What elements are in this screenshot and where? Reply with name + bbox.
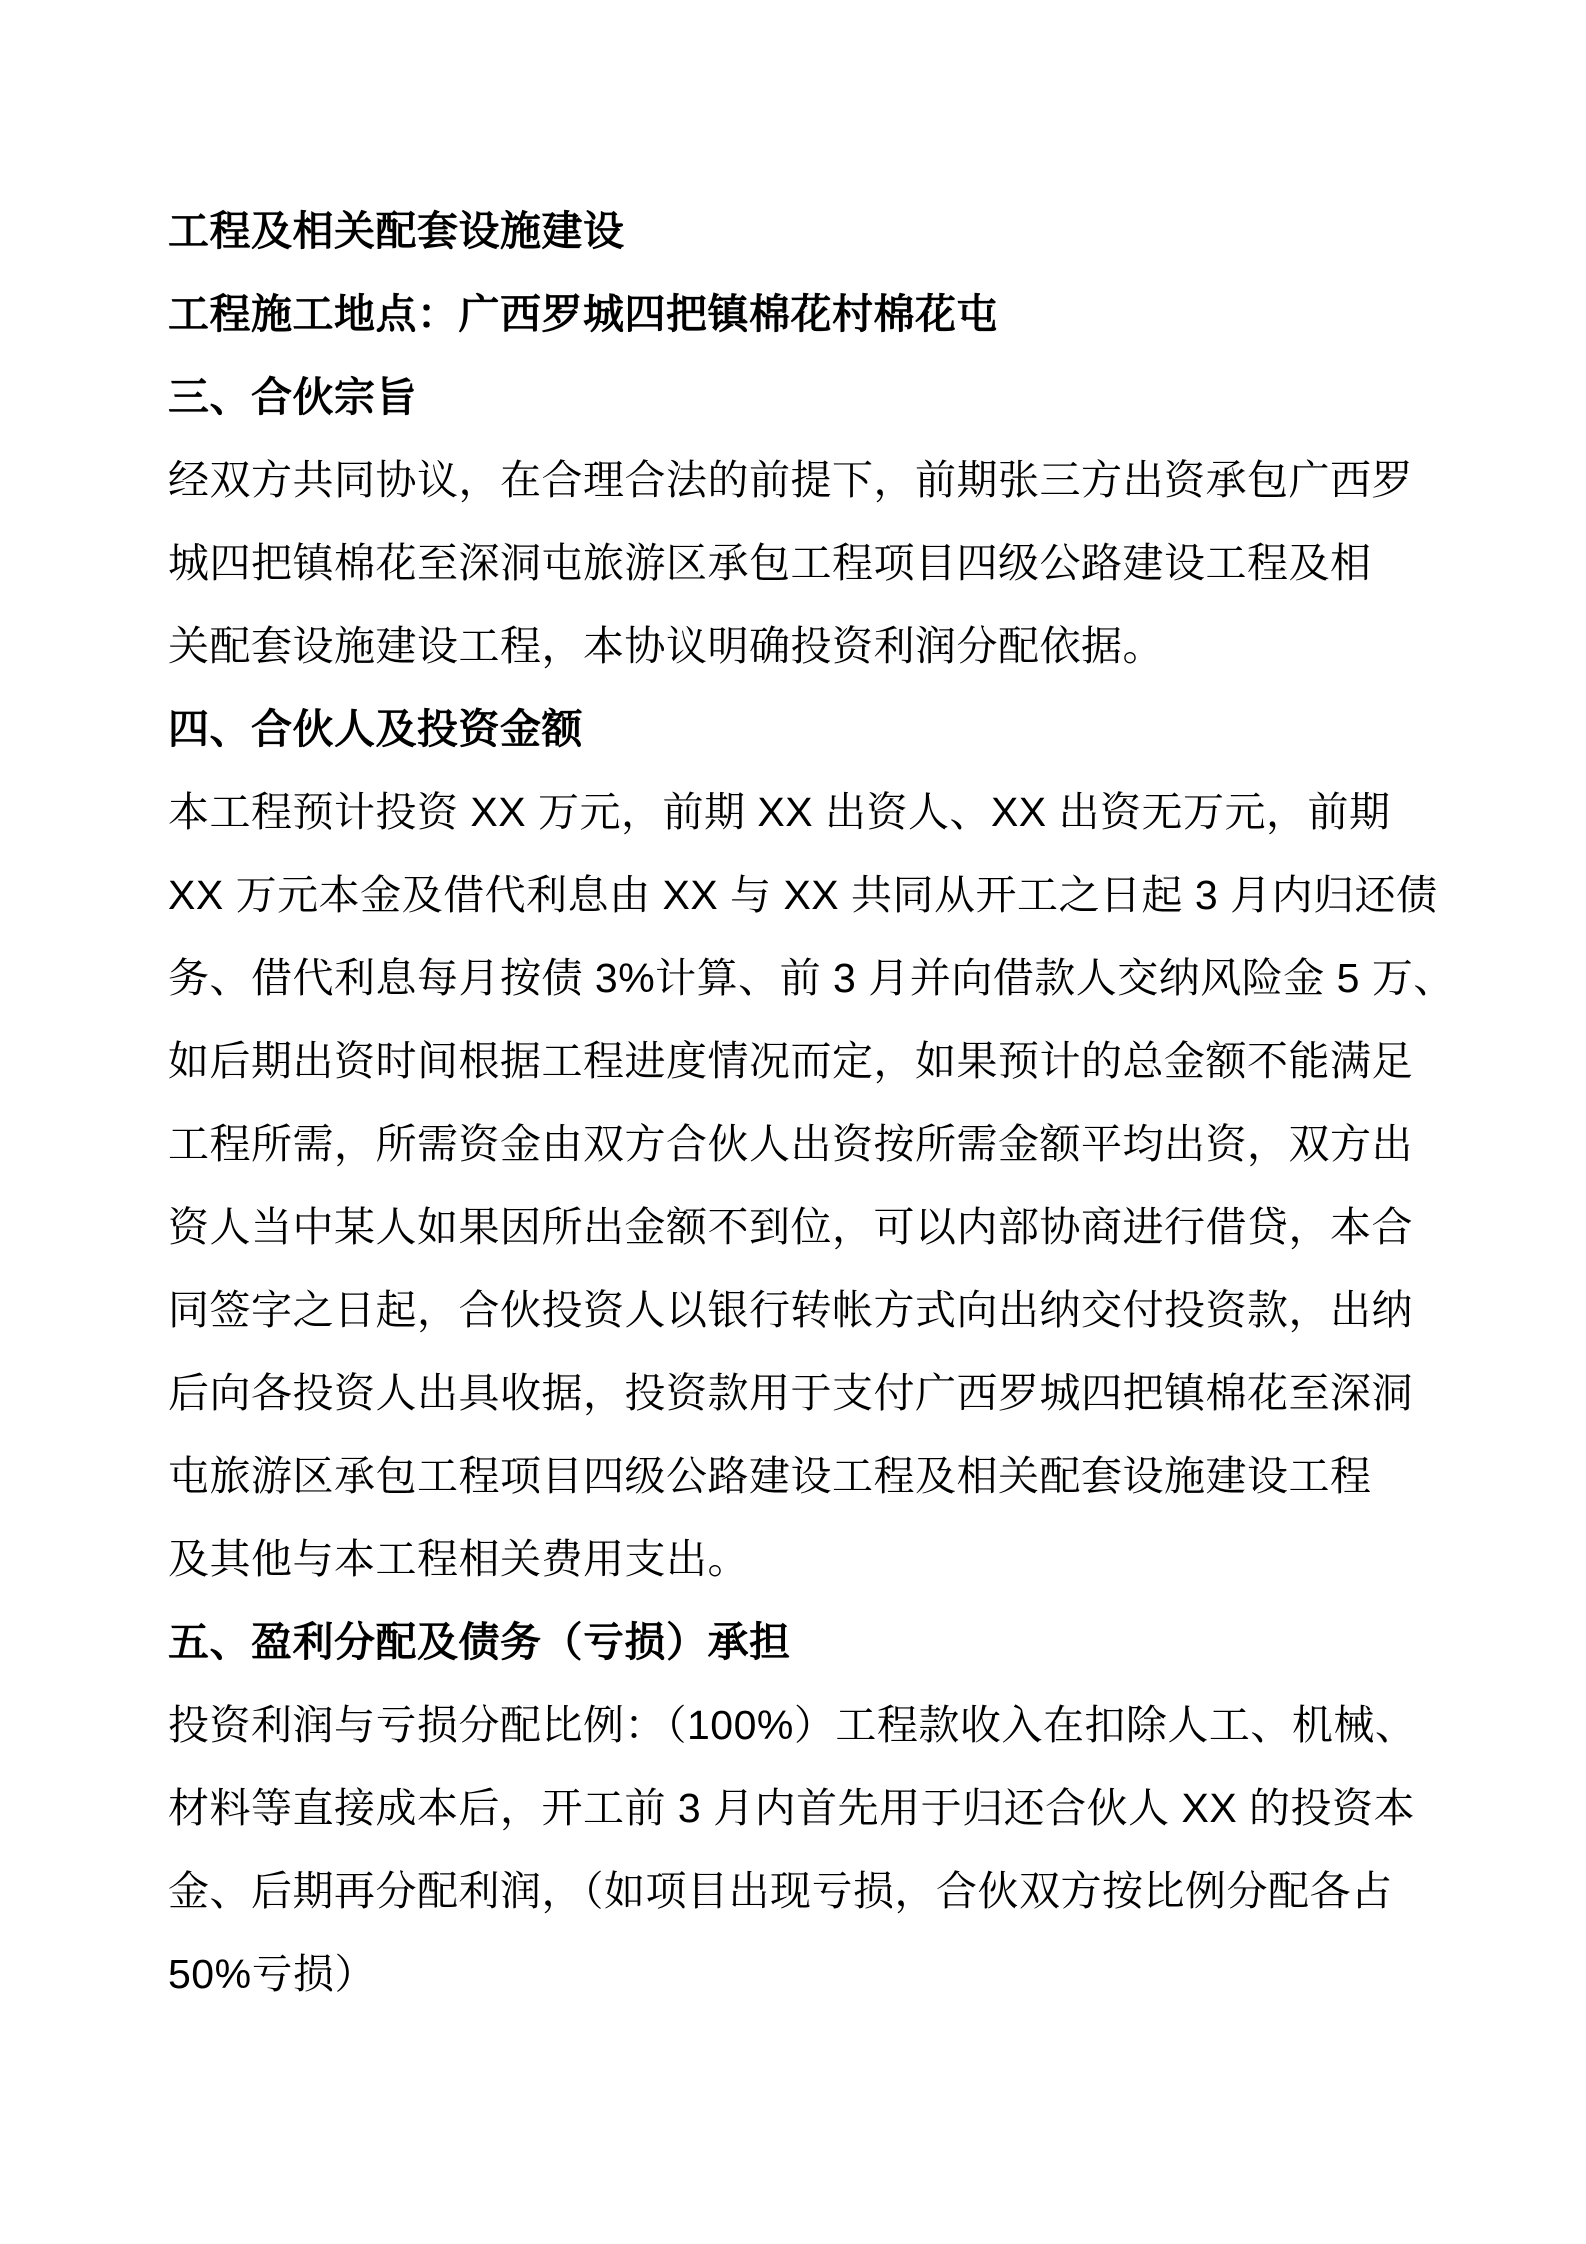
body-line: 投资利润与亏损分配比例：（100%）工程款收入在扣除人工、机械、 bbox=[168, 1702, 1417, 1748]
body-line: 材料等直接成本后，开工前 3 月内首先用于归还合伙人 XX 的投资本 bbox=[168, 1785, 1416, 1831]
body-line: 经双方共同协议，在合理合法的前提下，前期张三方出资承包广西罗 bbox=[168, 457, 1413, 503]
section-heading-4-partners-investment: 四、合伙人及投资金额 bbox=[168, 706, 583, 752]
body-line: 资人当中某人如果因所出金额不到位，可以内部协商进行借贷，本合 bbox=[168, 1204, 1413, 1250]
body-line: 关配套设施建设工程，本协议明确投资利润分配依据。 bbox=[168, 623, 1164, 669]
body-line: 屯旅游区承包工程项目四级公路建设工程及相关配套设施建设工程 bbox=[168, 1453, 1372, 1499]
section-heading-5-profit-loss: 五、盈利分配及债务（亏损）承担 bbox=[168, 1619, 791, 1665]
body-line: 同签字之日起，合伙投资人以银行转帐方式向出纳交付投资款，出纳 bbox=[168, 1287, 1413, 1333]
body-line: 务、借代利息每月按债 3%计算、前 3 月并向借款人交纳风险金 5 万、 bbox=[168, 955, 1455, 1001]
line-construction-site: 工程施工地点：广西罗城四把镇棉花村棉花屯 bbox=[168, 291, 998, 337]
section-heading-3-purpose: 三、合伙宗旨 bbox=[168, 374, 417, 420]
body-line: 金、后期再分配利润，（如项目出现亏损，合伙双方按比例分配各占 bbox=[168, 1868, 1393, 1914]
body-line: 如后期出资时间根据工程进度情况而定，如果预计的总金额不能满足 bbox=[168, 1038, 1413, 1084]
body-line: 本工程预计投资 XX 万元，前期 XX 出资人、XX 出资无万元，前期 bbox=[168, 789, 1391, 835]
body-line: 城四把镇棉花至深洞屯旅游区承包工程项目四级公路建设工程及相 bbox=[168, 540, 1372, 586]
line-project-scope: 工程及相关配套设施建设 bbox=[168, 208, 625, 254]
body-line: 后向各投资人出具收据，投资款用于支付广西罗城四把镇棉花至深洞 bbox=[168, 1370, 1413, 1416]
body-line: 50%亏损） bbox=[168, 1951, 377, 1997]
body-line: 工程所需，所需资金由双方合伙人出资按所需金额平均出资，双方出 bbox=[168, 1121, 1413, 1167]
body-line: 及其他与本工程相关费用支出。 bbox=[168, 1536, 749, 1582]
body-line: XX 万元本金及借代利息由 XX 与 XX 共同从开工之日起 3 月内归还债 bbox=[168, 872, 1438, 918]
